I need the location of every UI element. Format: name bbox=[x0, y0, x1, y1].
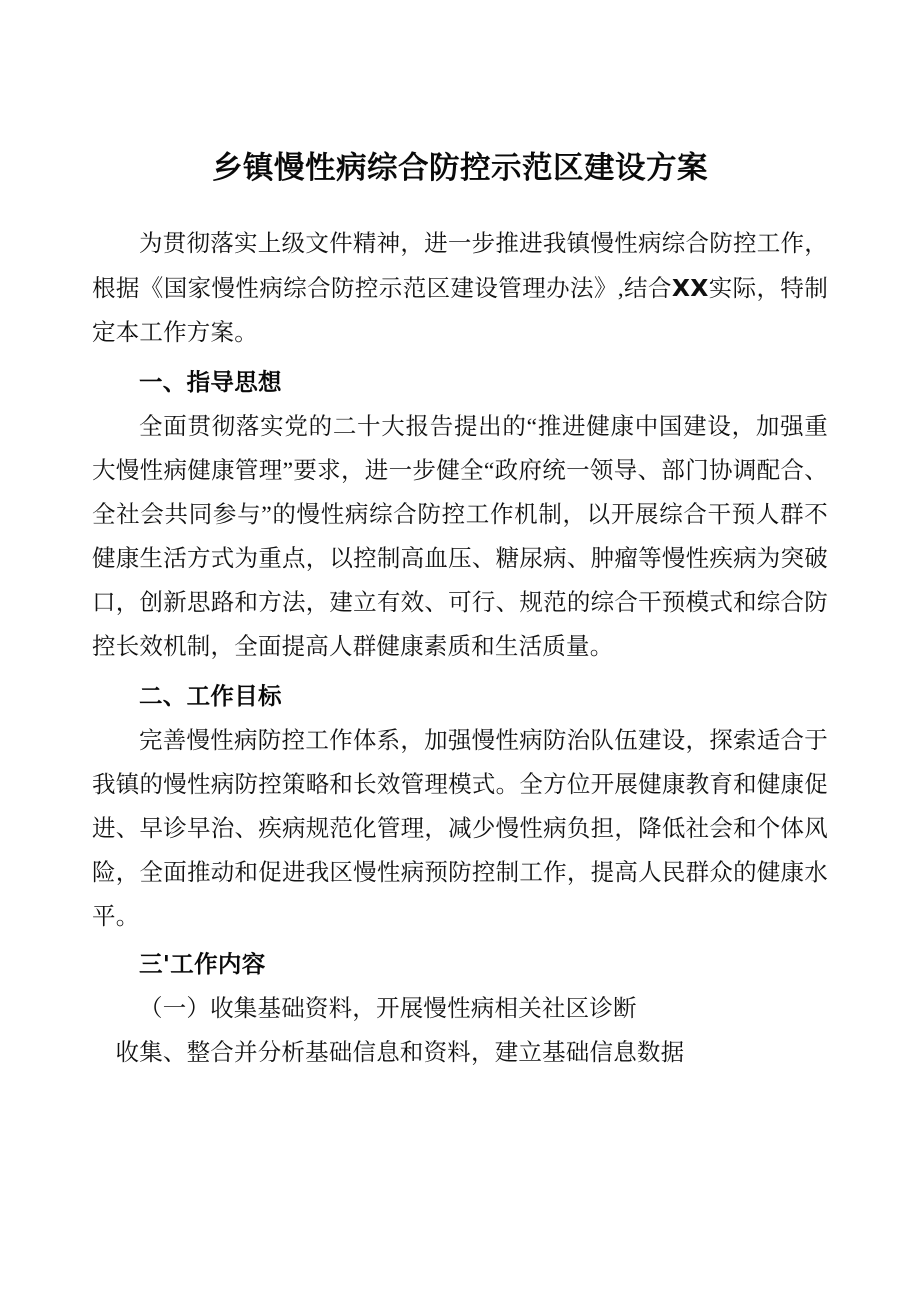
intro-text-part2: 实际，特制定本工作方案。 bbox=[92, 276, 829, 347]
section-body-1: 全面贯彻落实党的二十大报告提出的“推进健康中国建设，加强重大慢性病健康管理”要求，进一步健全“政府统一领导、部门协调配合、全社会共同参与”的慢性病综合防控工作机制，以开展综合干预人群不健康生活方式为重点，以控制高血压、糖尿病、肿瘤等慢性疾病为突破口，创新思路和方法，建立有效、可行、规范的综合干预模式和综合防控长效机制，全面提高人群健康素质和生活质量。 bbox=[92, 414, 828, 661]
intro-text-part1: 为贯彻落实上级文件精神，进一步推进我镇慢性病综合防控工作，根据《国家慢性病综合防控示范区建设管理办法》,结合 bbox=[92, 231, 828, 303]
intro-paragraph bbox=[92, 222, 828, 355]
intro-emphasis: XX bbox=[671, 274, 709, 303]
section-heading-1: 一、指导思想 bbox=[139, 368, 282, 397]
page-title: 乡镇慢性病综合防控示范区建设方案 bbox=[212, 151, 708, 186]
section-subheading-3-1: （一）收集基础资料，开展慢性病相关社区诊断 bbox=[139, 996, 637, 1023]
section-heading-3: 三'工作内容 bbox=[139, 950, 266, 979]
section-body-3: 收集、整合并分析基础信息和资料，建立基础信息数据 bbox=[115, 1040, 685, 1067]
section-heading-2: 二、工作目标 bbox=[139, 682, 282, 711]
section-body-2: 完善慢性病防控工作体系，加强慢性病防治队伍建设，探索适合于我镇的慢性病防控策略和长效管理模式。全方位开展健康教育和健康促进、早诊早治、疾病规范化管理，减少慢性病负担，降低社会和个体风险，全面推动和促进我区慢性病预防控制工作，提高人民群众的健康水平。 bbox=[92, 728, 828, 931]
